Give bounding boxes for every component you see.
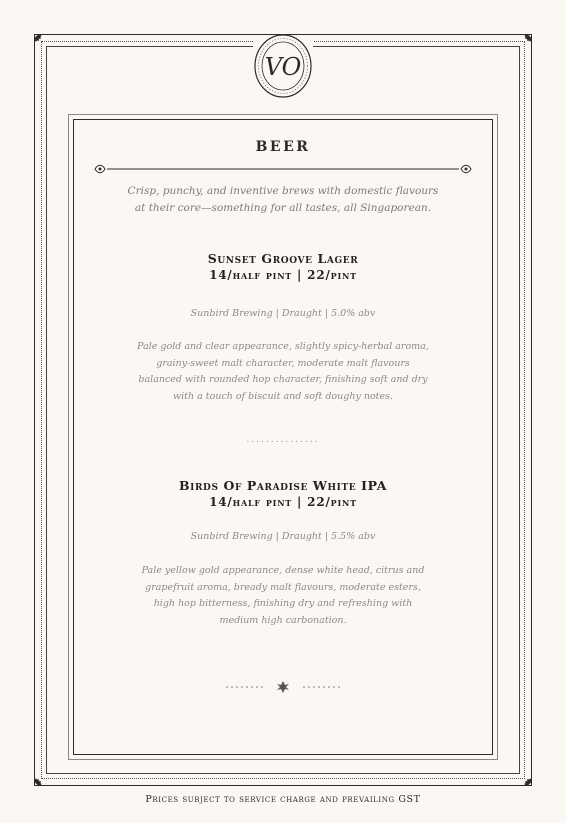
footer-note: Prices subject to service charge and prevailing GST	[145, 794, 421, 805]
beer-meta: Sunbird Brewing | Draught | 5.5% abv	[190, 531, 376, 542]
corner-flourish-icon	[30, 766, 54, 790]
title-rule-ornament	[91, 161, 475, 177]
beer-name: Sunset Groove Lager	[207, 251, 359, 266]
logo-badge	[253, 34, 313, 98]
beer-name: Birds Of Paradise White IPA	[178, 478, 387, 493]
section-title: BEER	[255, 139, 311, 155]
logo-monogram: VO	[264, 53, 302, 81]
beer-description: Pale yellow gold appearance, dense white head, citrus and grapefruit aroma, bready malt flavours, moderate esters, high hop bitterness, finishing dry and refreshing with medium high carbonation.	[141, 565, 425, 626]
beer-description: Pale gold and clear appearance, slightly spicy-herbal aroma, grainy-sweet malt character, moderate malt flavours balanced with rounded hop character, finishing soft and dry with a touch of biscuit and soft doughy notes.	[137, 341, 429, 402]
beer-meta: Sunbird Brewing | Draught | 5.0% abv	[190, 308, 376, 319]
dotted-divider: ...............	[246, 435, 320, 445]
end-ornament-icon	[213, 680, 353, 694]
section-intro: Crisp, punchy, and inventive brews with domestic flavours at their core—something for all tastes, all Singaporean.	[127, 185, 439, 214]
corner-flourish-icon	[512, 766, 536, 790]
beer-price: 14/half pint | 22/pint	[209, 495, 357, 509]
corner-flourish-icon	[30, 30, 54, 54]
corner-flourish-icon	[512, 30, 536, 54]
beer-price: 14/half pint | 22/pint	[209, 268, 357, 282]
